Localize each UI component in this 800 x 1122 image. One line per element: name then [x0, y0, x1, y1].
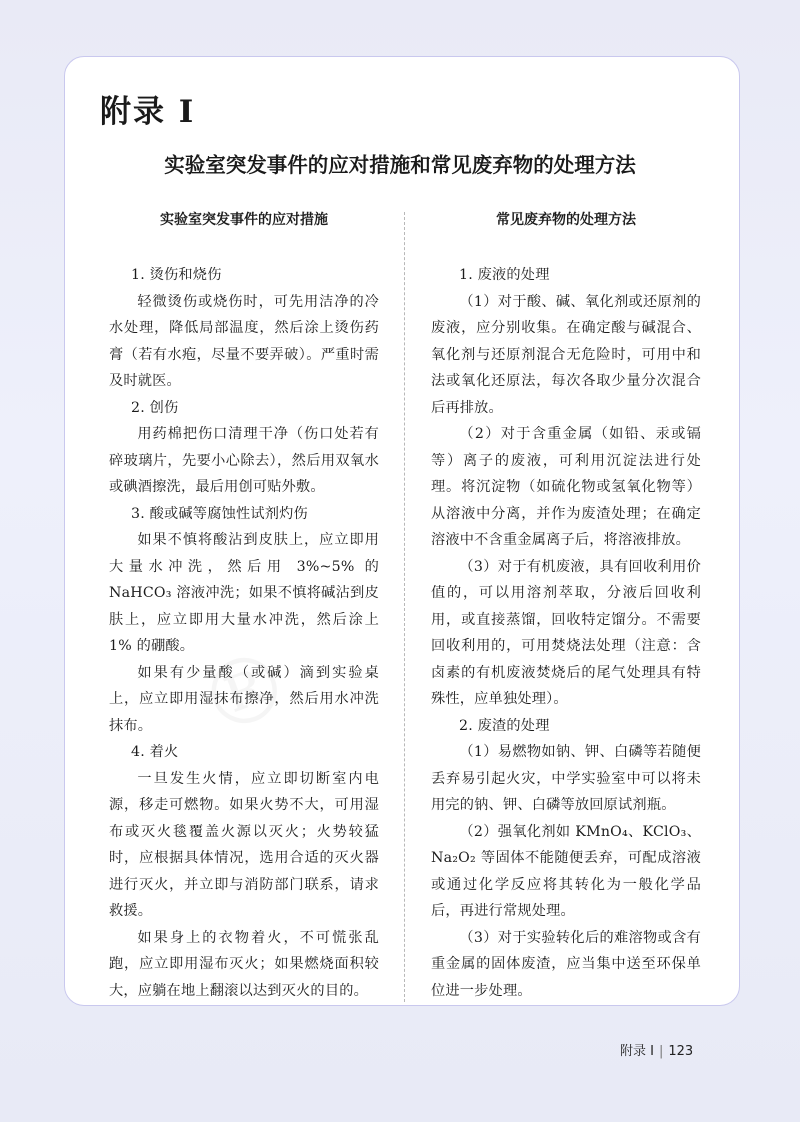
page-subtitle: 实验室突发事件的应对措施和常见废弃物的处理方法 [164, 153, 636, 177]
section-heading: 1. 废液的处理 [459, 267, 550, 283]
paragraph: 用药棉把伤口清理干净（伤口处若有碎玻璃片，先要小心除去），然后用双氧水或碘酒擦洗，最后用创可贴外敷。 [109, 426, 379, 495]
paragraph: （3）对于实验转化后的难溶物或含有重金属的固体废渣，应当集中送至环保单位进一步处理。 [431, 929, 701, 999]
left-column-title: 实验室突发事件的应对措施 [160, 212, 328, 228]
paragraph: （2）对于含重金属（如铅、汞或镉等）离子的废液，可利用沉淀法进行处理。将沉淀物（如硫化物或氢氧化物等）从溶液中分离，并作为废渣处理；在确定溶液中不含重金属离子后，将溶液排放。 [431, 426, 701, 548]
page-footer [620, 1040, 693, 1059]
section-heading: 4. 着火 [131, 744, 179, 760]
paragraph: 如果有少量酸（或碱）滴到实验桌上，应立即用湿抹布擦净，然后用水冲洗抹布。 [109, 664, 379, 734]
paragraph: 如果身上的衣物着火，不可慌张乱跑，应立即用湿布灭火；如果燃烧面积较大，应躺在地上翻滚以达到灭火的目的。 [109, 929, 379, 999]
paragraph: （2）强氧化剂如 KMnO₄、KClO₃、Na₂O₂ 等固体不能随便丢弃，可配成溶液或通过化学反应将其转化为一般化学品后，再进行常规处理。 [431, 823, 701, 919]
column-divider [404, 212, 405, 1002]
right-column [431, 208, 701, 1004]
right-column-title: 常见废弃物的处理方法 [496, 212, 636, 228]
section-heading: 2. 废渣的处理 [459, 717, 550, 734]
paragraph: （3）对于有机废液，具有回收利用价值的，可以用溶剂萃取，分液后回收利用，或直接蒸馏，回收特定馏分。不需要回收利用的，可用焚烧法处理（注意：含卤素的有机废液焚烧后的尾气处理具有特殊性，应单独处理）。 [431, 558, 701, 707]
appendix-heading: 附录 I [100, 94, 196, 130]
left-column [109, 208, 379, 1004]
paragraph: 如果不慎将酸沾到皮肤上，应立即用大量水冲洗，然后用 3%~5% 的 NaHCO₃ 溶液冲洗；如果不慎将碱沾到皮肤上，应立即用大量水冲洗，然后涂上 1% 的硼酸。 [109, 532, 379, 654]
paragraph: （1）对于酸、碱、氧化剂或还原剂的废液，应分别收集。在确定酸与碱混合、氧化剂与还原剂混合无危险时，可用中和法或氧化还原法，每次各取少量分次混合后再排放。 [431, 293, 701, 416]
section-heading: 2. 创伤 [131, 399, 179, 416]
section-heading: 3. 酸或碱等腐蚀性试剂灼伤 [131, 505, 308, 522]
footer-label: 附录 I [620, 1044, 654, 1059]
paragraph: （1）易燃物如钠、钾、白磷等若随便丢弃易引起火灾，中学实验室中可以将未用完的钠、钾、白磷等放回原试剂瓶。 [431, 744, 701, 813]
page-number: 123 [668, 1044, 694, 1059]
paragraph: 轻微烫伤或烧伤时，可先用洁净的冷水处理，降低局部温度，然后涂上烫伤药膏（若有水疱，尽量不要弄破）。严重时需及时就医。 [109, 293, 379, 389]
section-heading: 1. 烫伤和烧伤 [131, 267, 222, 283]
footer-separator: | [658, 1044, 664, 1059]
paragraph: 一旦发生火情，应立即切断室内电源，移走可燃物。如果火势不大，可用湿布或灭火毯覆盖火源以灭火；火势较猛时，应根据具体情况，选用合适的灭火器进行灭火，并立即与消防部门联系，请求救援。 [109, 770, 379, 919]
